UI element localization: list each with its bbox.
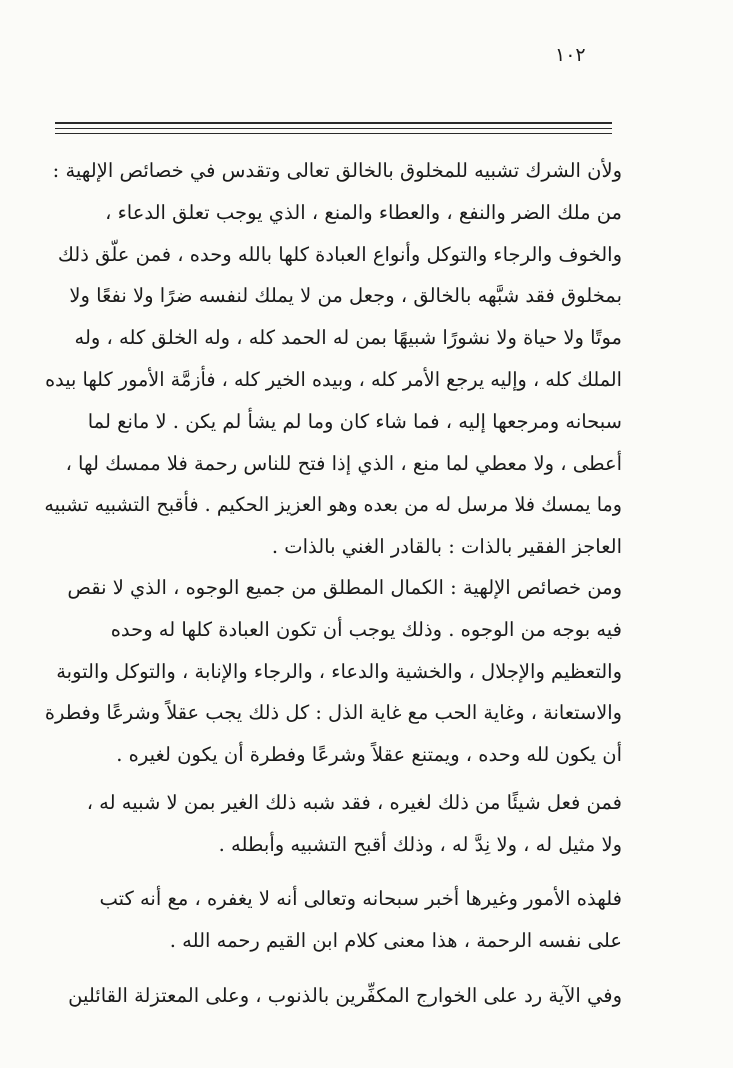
text-line: سبحانه ومرجعها إليه ، فما شاء كان وما لم يشأ لم يكن . لا مانع لما [87,409,622,433]
page-number: ١٠٢ [555,44,586,66]
text-line: وفي الآية رد على الخوارج المكفِّرين بالذنوب ، وعلى المعتزلة القائلين [68,984,622,1007]
text-line: موتًا ولا حياة ولا نشورًا شبيهًا بمن له الحمد كله ، وله الخلق كله ، وله [74,326,622,350]
text-line: ولا مثيل له ، ولا نِدَّ له ، وذلك أقبح التشبيه وأبطله . [218,832,622,856]
text-line: ولأن الشرك تشبيه للمخلوق بالخالق تعالى وتقدس في خصائص الإلهية : [52,159,622,182]
text-line: ومن خصائص الإلهية : الكمال المطلق من جميع الوجوه ، الذي لا نقص [67,576,622,599]
text-line: والتعظيم والإجلال ، والخشية والدعاء ، والرجاء والإنابة ، والتوكل والتوبة [56,659,622,683]
text-line: العاجز الفقير بالذات : بالقادر الغني بالذات . [271,535,622,559]
text-line: والاستعانة ، وغاية الحب مع غاية الذل : كل ذلك يجب عقلاً وشرعًا وفطرة [44,701,623,725]
text-line: أن يكون لله وحده ، ويمتنع عقلاً وشرعًا وفطرة أن يكون لغيره . [116,743,622,767]
text-line: فلهذه الأمور وغيرها أخبر سبحانه وتعالى أنه لا يغفره ، مع أنه كتب [99,887,622,910]
text-line: الملك كله ، وإليه يرجع الأمر كله ، وبيده الخير كله ، فأزمَّة الأمور كلها بيده [45,367,622,391]
text-line: من ملك الضر والنفع ، والعطاء والمنع ، الذي يوجب تعلق الدعاء ، [105,200,622,224]
text-line: والخوف والرجاء والتوكل وأنواع العبادة كلها بالله وحده ، فمن علّق ذلك [57,242,622,266]
text-line: على نفسه الرحمة ، هذا معنى كلام ابن القيم رحمه الله . [169,928,622,952]
header-rule [55,133,612,134]
text-line: أعطى ، ولا معطي لما منع ، الذي إذا فتح للناس رحمة فلا ممسك لها ، [65,451,622,475]
paragraph [45,150,622,568]
paragraph [45,975,622,1017]
text-line: وما يمسك فلا مرسل له من بعده وهو العزيز الحكيم . فأقبح التشبيه تشبيه [44,493,623,517]
text-line: فيه بوجه من الوجوه . وذلك يوجب أن تكون العبادة كلها له وحده [110,617,622,641]
header-rule [55,128,612,129]
paragraph [45,878,622,962]
text-line: بمخلوق فقد شبَّهه بالخالق ، وجعل من لا يملك لنفسه ضرًا ولا نفعًا ولا [69,284,622,308]
paragraph [45,782,622,866]
text-line: فمن فعل شيئًا من ذلك لغيره ، فقد شبه ذلك الغير بمن لا شبيه له ، [86,791,622,814]
header-rule [55,122,612,124]
paragraph [45,567,622,776]
